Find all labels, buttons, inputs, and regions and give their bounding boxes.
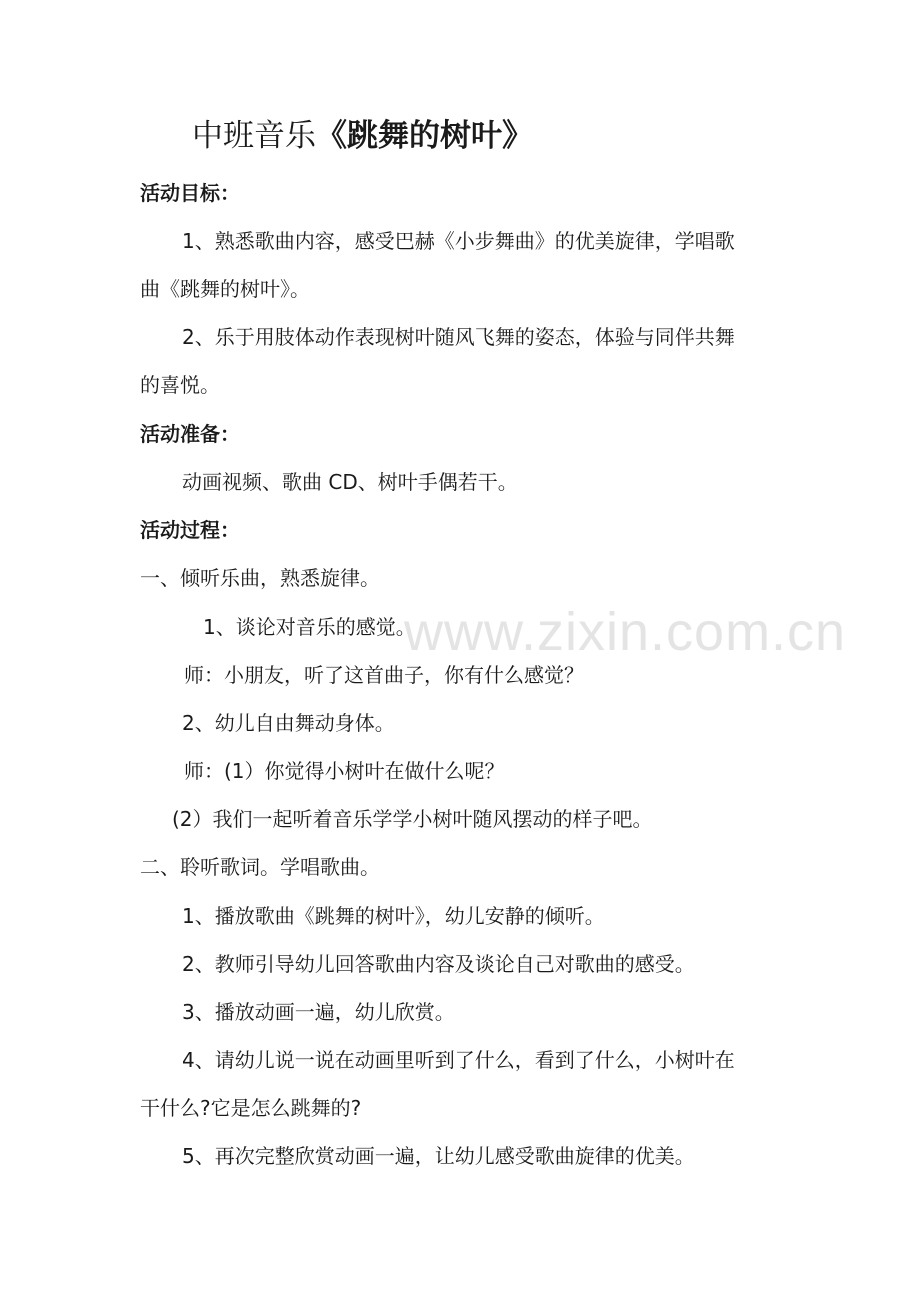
- section-heading-goals: 活动目标：: [140, 181, 240, 205]
- paragraph-line: 2、教师引导幼儿回答歌曲内容及谈论自己对歌曲的感受。: [182, 952, 695, 976]
- paragraph-line: 师：(1）你觉得小树叶在做什么呢？: [184, 759, 505, 783]
- paragraph-line: 1、熟悉歌曲内容，感受巴赫《小步舞曲》的优美旋律，学唱歌: [182, 229, 735, 253]
- paragraph-line: 师：小朋友，听了这首曲子，你有什么感觉？: [184, 663, 584, 687]
- watermark: www.zixin.com.cn: [404, 602, 847, 662]
- paragraph-line: 干什么?它是怎么跳舞的?: [140, 1096, 362, 1120]
- paragraph-line: 一、倾听乐曲，熟悉旋律。: [140, 566, 380, 590]
- paragraph-line: 的喜悦。: [140, 373, 220, 397]
- paragraph-line: 1、播放歌曲《跳舞的树叶》，幼儿安静的倾听。: [182, 904, 605, 928]
- title-text: 中班音乐: [192, 118, 316, 154]
- paragraph-line: 曲《跳舞的树叶》。: [140, 277, 310, 301]
- paragraph-line: 2、幼儿自由舞动身体。: [182, 711, 395, 735]
- paragraph-line: (2）我们一起听着音乐学学小树叶随风摆动的样子吧。: [172, 807, 653, 831]
- title-song-name: 《跳舞的树叶》: [316, 118, 533, 154]
- paragraph-line: 5、再次完整欣赏动画一遍，让幼儿感受歌曲旋律的优美。: [182, 1144, 695, 1168]
- paragraph-line: 4、请幼儿说一说在动画里听到了什么，看到了什么，小树叶在: [182, 1048, 735, 1072]
- section-heading-process: 活动过程：: [140, 518, 240, 542]
- document-title: [192, 114, 533, 158]
- paragraph-line: 3、播放动画一遍，幼儿欣赏。: [182, 1000, 455, 1024]
- paragraph-line: 二、聆听歌词。学唱歌曲。: [140, 855, 380, 879]
- section-heading-preparation: 活动准备：: [140, 422, 240, 446]
- paragraph-line: 2、乐于用肢体动作表现树叶随风飞舞的姿态，体验与同伴共舞: [182, 325, 735, 349]
- paragraph-line: 1、谈论对音乐的感觉。: [203, 615, 416, 639]
- paragraph-line: 动画视频、歌曲 CD、树叶手偶若干。: [182, 470, 518, 494]
